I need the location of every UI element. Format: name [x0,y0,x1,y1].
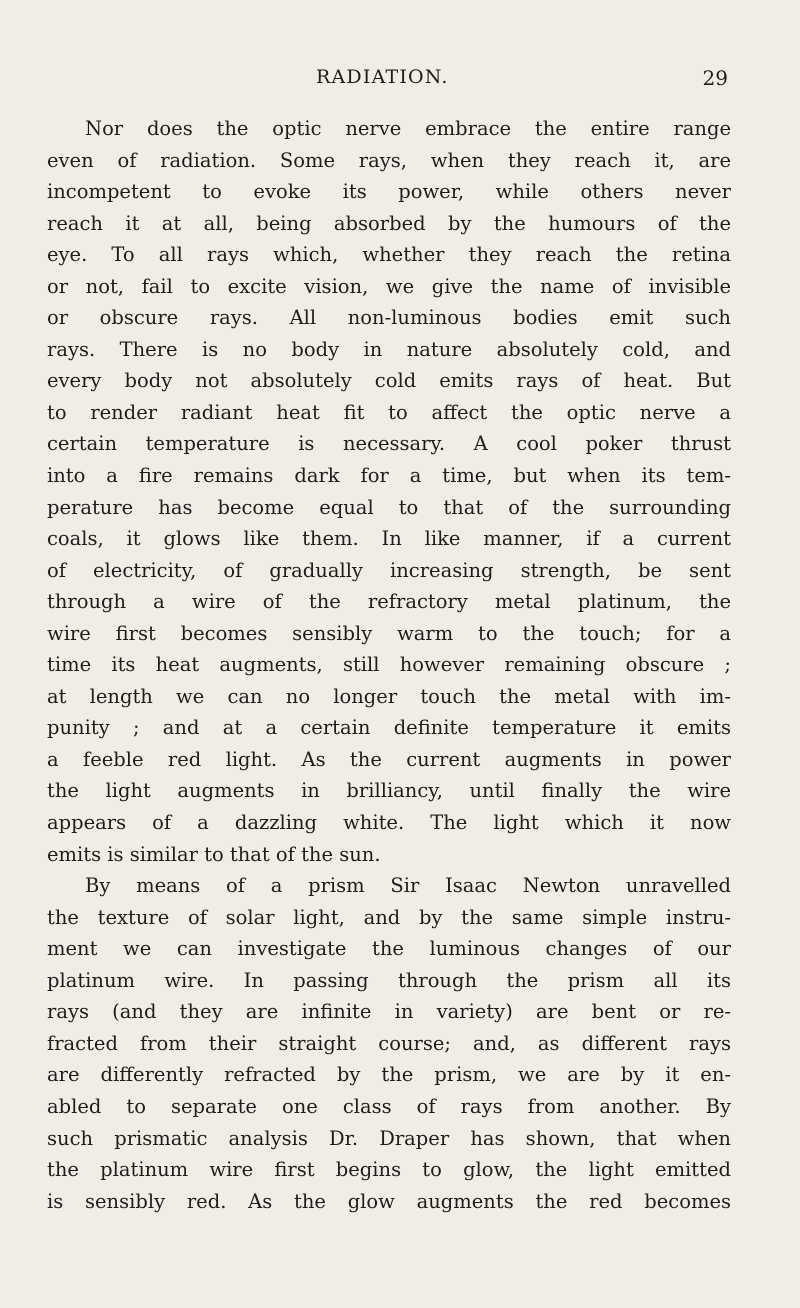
text-line: rays. There is no body in nature absolutely cold, and [47,337,731,361]
text-line: abled to separate one class of rays from another. By [47,1094,731,1118]
text-line: a feeble red light. As the current augments in power [47,747,731,771]
text-line: through a wire of the refractory metal platinum, the [47,590,731,614]
text-line: are differently refracted by the prism, we are by it en- [47,1063,731,1087]
text-line: to render radiant heat fit to affect the optic nerve a [47,400,731,424]
text-line: the platinum wire first begins to glow, the light emitted [47,1158,731,1182]
text-line: Nor does the optic nerve embrace the entire range [85,117,731,140]
text-line: reach it at all, being absorbed by the humours of the [47,211,731,235]
text-line: ment we can investigate the luminous changes of our [47,937,731,961]
text-line: or not, fail to excite vision, we give the name of invisible [47,274,731,298]
text-line: at length we can no longer touch the metal with im- [47,684,731,708]
text-line: the texture of solar light, and by the same simple instru- [47,905,731,929]
text-line: emits is similar to that of the sun. [47,842,381,866]
text-line: certain temperature is necessary. A cool poker thrust [47,432,731,456]
text-line: of electricity, of gradually increasing strength, be sent [47,558,731,582]
text-line: or obscure rays. All non-luminous bodies emit such [47,306,731,330]
text-line: eye. To all rays which, whether they reach the retina [47,243,731,267]
text-line: platinum wire. In passing through the prism all its [47,968,731,992]
running-head [0,66,800,94]
text-line: wire first becomes sensibly warm to the touch; for a [47,621,731,645]
chapter-title: RADIATION. [316,66,449,88]
text-line: perature has become equal to that of the surrounding [47,495,731,519]
text-line: punity ; and at a certain definite temperature it emits [47,716,731,740]
text-line: the light augments in brilliancy, until finally the wire [47,779,731,803]
text-line: is sensibly red. As the glow augments the red becomes [47,1189,731,1213]
text-line: every body not absolutely cold emits rays of heat. But [47,369,731,393]
text-line: By means of a prism Sir Isaac Newton unravelled [85,874,731,898]
text-line: time its heat augments, still however remaining obscure ; [47,653,731,677]
text-line: incompetent to evoke its power, while others never [47,180,731,204]
text-line: fracted from their straight course; and, as different rays [47,1031,731,1055]
text-line: such prismatic analysis Dr. Draper has shown, that when [47,1126,731,1150]
page-number: 29 [702,66,728,90]
text-line: appears of a dazzling white. The light which it now [47,811,731,835]
text-line: into a fire remains dark for a time, but when its tem- [47,464,731,488]
body-text [47,113,731,1217]
text-line: even of radiation. Some rays, when they reach it, are [47,148,731,172]
text-line: rays (and they are infinite in variety) are bent or re- [47,1000,731,1024]
text-line: coals, it glows like them. In like manner, if a current [47,527,731,551]
